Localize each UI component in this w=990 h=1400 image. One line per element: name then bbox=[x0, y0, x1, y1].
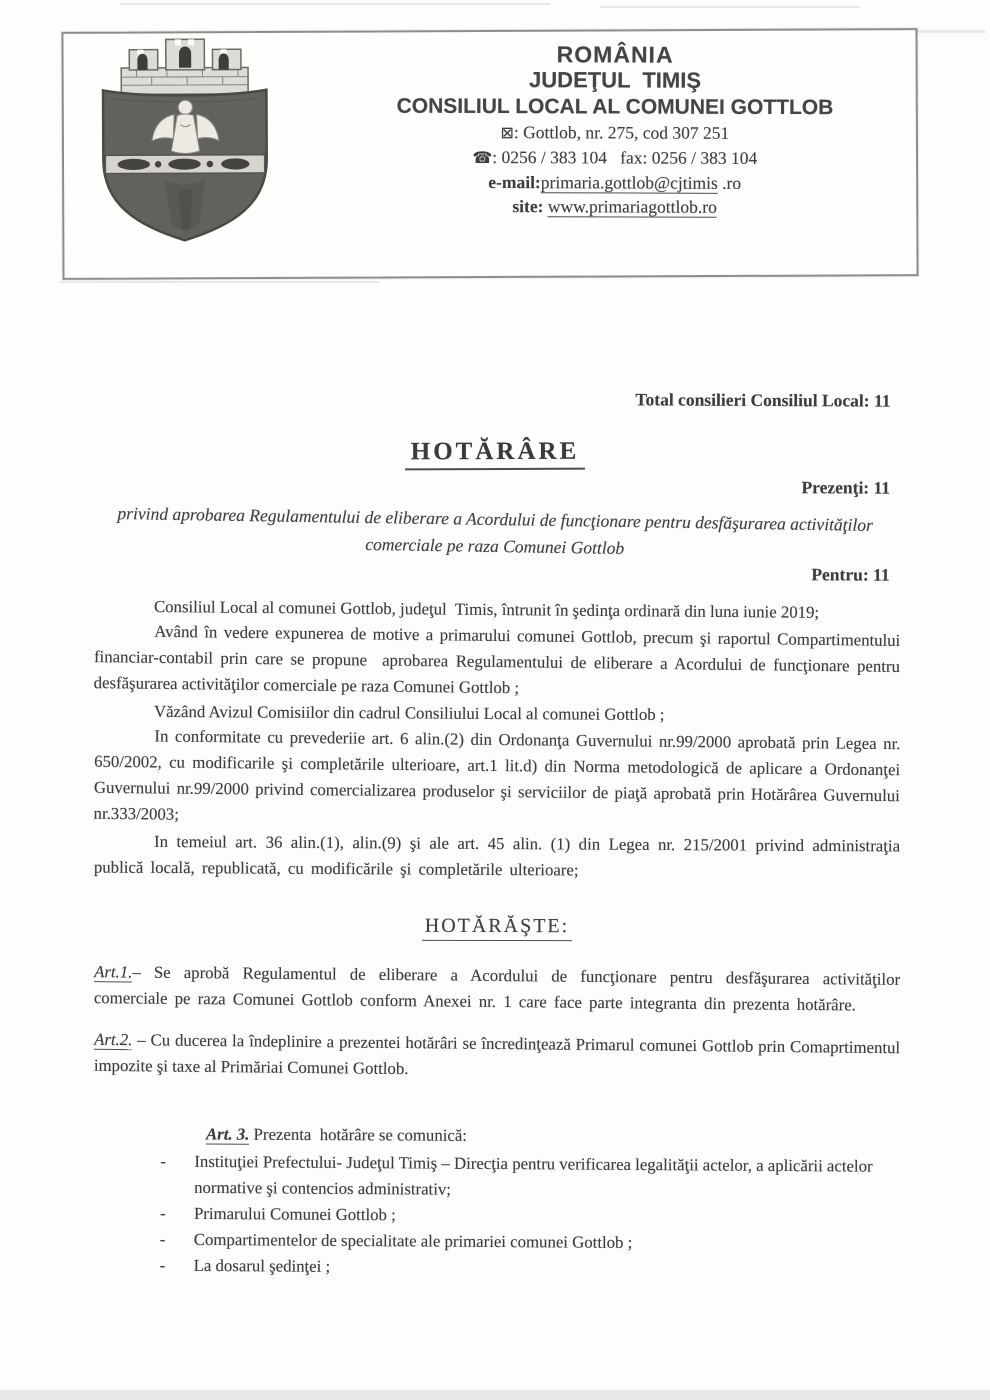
country-name: ROMÂNIA bbox=[556, 41, 674, 68]
dash-bullet: - bbox=[160, 1151, 167, 1171]
article-2 bbox=[93, 1027, 905, 1087]
article-1-text: – Se aprobă Regulamentul de eliberare a Acordului de funcţionare pentru desfăşurarea activităţilor comerciale pe raza Comunei Gottlob conform Anexei nr. 1 care face parte integranta din prezenta hotărâre. bbox=[93, 962, 908, 1015]
document-title-wrap bbox=[0, 436, 990, 471]
site-label: site: bbox=[512, 196, 548, 217]
preamble-paragraph-3: Văzând Avizul Comisiilor din cadrul Consiliului Local al comunei Gottlob ; bbox=[153, 701, 665, 725]
scan-artifact bbox=[60, 281, 380, 283]
article-2-text: – Cu ducerea la îndeplinire a prezentei hotărâri se încredinţează Primarul comunei Gottlob prin Comaprtimentul impozite şi taxe al Primăriai Comunei Gottlob. bbox=[93, 1030, 905, 1079]
email-address: primaria.gottlob@cjtimis bbox=[540, 172, 718, 193]
document-body bbox=[93, 597, 908, 1281]
envelope-icon: ⊠ bbox=[500, 123, 514, 143]
count-present: Prezenţi: 11 bbox=[801, 477, 891, 498]
list-item bbox=[94, 1148, 900, 1206]
list-item bbox=[94, 1252, 900, 1284]
dash-bullet: - bbox=[159, 1229, 166, 1249]
article-2-label: Art.2. bbox=[94, 1029, 133, 1050]
dash-bullet: - bbox=[159, 1203, 166, 1223]
email-label: e-mail: bbox=[488, 172, 541, 193]
preamble-paragraph-2: Având în vedere expunerea de motive a primarului comunei Gottlob, precum şi raportul Compartimentului financiar-contabil prin care se propune aprobarea Regulamentului de eliberare a Acordului de funcţionare pentru desfăşurarea activităţilor comerciale pe raza Comunei Gottlob ; bbox=[93, 621, 905, 698]
council-name: CONSILIUL LOCAL AL COMUNEI GOTTLOB bbox=[396, 94, 834, 120]
scan-artifact bbox=[915, 30, 985, 33]
preamble-paragraph-5: In temeiul art. 36 alin.(1), alin.(9) şi ale art. 45 alin. (1) din Legea nr. 215/2001 privind administraţia publică locală, republicată, cu modificările şi completările ulterioare; bbox=[93, 831, 908, 880]
site-url: www.primariagottlob.ro bbox=[547, 196, 717, 217]
phone-icon: ☎ bbox=[472, 147, 493, 168]
dash-bullet: - bbox=[159, 1255, 166, 1275]
article-1 bbox=[93, 959, 908, 1019]
preamble-paragraph-1: Consiliul Local al comunei Gottlob, judeţul Timis, întrunit în şedinţa ordinară din luna iunie 2019; bbox=[153, 597, 820, 622]
scan-artifact bbox=[600, 6, 860, 8]
list-item-text: La dosarul şedinţei ; bbox=[193, 1255, 331, 1276]
count-for: Pentru: 11 bbox=[811, 564, 890, 585]
scan-edge-band bbox=[0, 1390, 990, 1400]
email-line bbox=[332, 169, 898, 195]
document-title: HOTĂRÂRE bbox=[405, 438, 586, 471]
email-tld: .ro bbox=[717, 172, 742, 193]
list-item-text: Instituţiei Prefectului- Judeţul Timiş – Direcţia pentru verificarea legalităţii actelor, a aplicării actelor normative şi contencios administrativ; bbox=[194, 1151, 877, 1199]
article-3-text: Prezenta hotărâre se comunică: bbox=[249, 1124, 468, 1145]
scan-artifact bbox=[120, 3, 550, 5]
letterhead-text bbox=[332, 40, 899, 219]
list-item-text: Primarului Comunei Gottlob ; bbox=[193, 1203, 396, 1225]
address-line bbox=[332, 119, 898, 146]
distribution-list bbox=[94, 1148, 901, 1284]
article-3 bbox=[94, 1121, 900, 1151]
county-name: JUDEŢUL TIMIŞ bbox=[529, 67, 702, 93]
resolution-heading-wrap bbox=[94, 912, 900, 941]
preamble-paragraph-4: In conformitate cu prevederiie art. 6 alin.(2) din Ordonanţa Guvernului nr.99/2000 aprobată prin Legea nr. 650/2002, cu modificarile şi completările ulterioare, art.1 lit.d) din Norma metodologică de aplicare a Ordonanţei Guvernului nr.99/2000 privind comercializarea produselor şi serviciilor de piaţă aprobată prin Hotărârea Guvernului nr.333/2003; bbox=[93, 726, 905, 824]
article-1-label: Art.1. bbox=[94, 962, 133, 982]
address-text: : Gottlob, nr. 275, cod 307 251 bbox=[513, 122, 730, 143]
gottlob-coat-of-arms bbox=[89, 37, 280, 246]
article-3-label: Art. 3. bbox=[205, 1124, 250, 1144]
phone-line bbox=[332, 144, 898, 171]
count-total: Total consilieri Consiliul Local: 11 bbox=[635, 389, 891, 411]
list-item-text: Compartimentelor de specialitate ale primariei comunei Gottlob ; bbox=[193, 1229, 633, 1252]
letterhead-box bbox=[61, 28, 918, 280]
site-line bbox=[332, 193, 898, 219]
document-subtitle: privind aprobarea Regulamentului de eliberare a Acordului de funcţionare pentru desfăşurarea activităţilor comerciale pe raza Comunei Gottlob bbox=[117, 503, 878, 559]
resolution-heading: HOTĂRĂŞTE: bbox=[422, 913, 573, 941]
phone-text: : 0256 / 383 104 fax: 0256 / 383 104 bbox=[492, 147, 758, 168]
